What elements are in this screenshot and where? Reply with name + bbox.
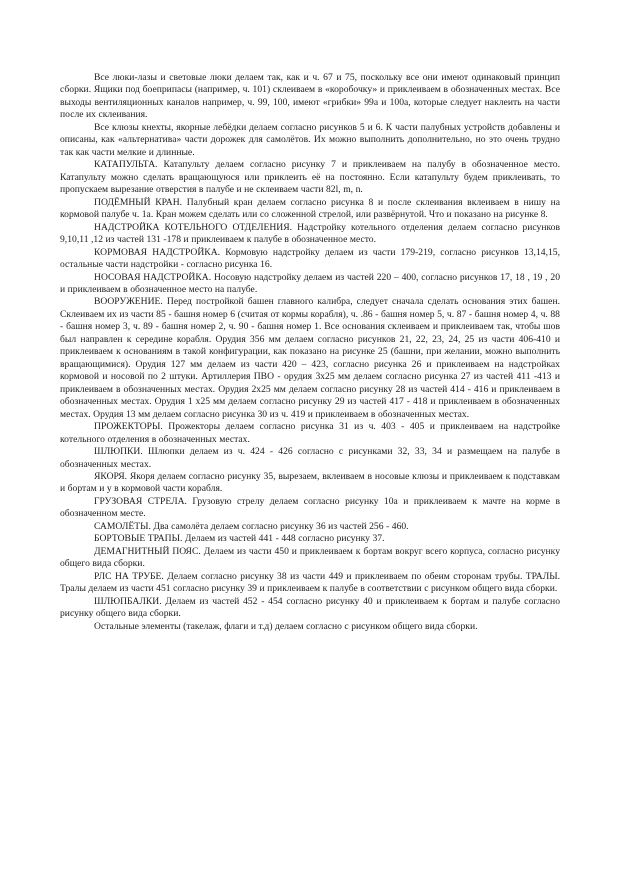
paragraph — [60, 159, 560, 196]
paragraph-text: Якоря делаем согласно рисунку 35, вырезаем, вклеиваем в носовые клюзы и приклеиваем к подставкам и бортам и у в кормовой части корабля. — [60, 471, 560, 495]
paragraph — [60, 72, 560, 122]
paragraph-lead-in: КОРМОВАЯ НАДСТРОЙКА. — [94, 246, 221, 258]
paragraph — [60, 533, 560, 545]
paragraph — [60, 247, 560, 272]
paragraph — [60, 222, 560, 247]
paragraph-lead-in: РЛС НА ТРУБЕ. — [94, 570, 164, 582]
paragraph-lead-in: ЯКОРЯ. — [94, 471, 128, 482]
paragraph-text: Делаем из части 450 и приклеиваем к бортам вокруг всего корпуса, согласно рисунку общего вида сборки. — [60, 545, 560, 570]
paragraph-text: Все люки-лазы и световые люки делаем так, как и ч. 67 и 75, поскольку все они имеют одинаковый принцип сборки. Ящики под боеприпасы (например, ч. 101) склеиваем в «коробочку» и приклеиваем в обозначенных местах. Все выходы вентиляционных каналов например, ч. 99, 100, имеют «грибки» 99а и 100а, которые следует наклеить на части после их склеивания. — [60, 72, 560, 121]
paragraph-text: Два самолёта делаем согласно рисунку 36 из частей 256 - 460. — [150, 520, 409, 532]
paragraph-lead-in: НОСОВАЯ НАДСТРОЙКА. — [94, 271, 212, 283]
paragraph-lead-in: ШЛЮПБАЛКИ. — [94, 595, 162, 607]
paragraph-lead-in: ПОДЁМНЫЙ КРАН. — [94, 196, 183, 208]
paragraph — [60, 272, 560, 297]
paragraph-text: Делаем из частей 441 - 448 согласно рисунку 37. — [182, 533, 385, 545]
paragraph — [60, 122, 560, 159]
paragraph — [60, 521, 560, 533]
paragraph-text: Остальные элементы (такелаж, флаги и т.д) делаем согласно с рисунком общего вида сборки. — [94, 620, 478, 632]
paragraph-lead-in: БОРТОВЫЕ ТРАПЫ. — [94, 533, 183, 545]
paragraph-text: Грузовую стрелу делаем согласно рисунку 10а и приклеиваем к мачте на корме в обозначенном месте. — [60, 495, 560, 520]
paragraph-lead-in: ШЛЮПКИ. — [94, 446, 143, 458]
paragraph-text: Палубный кран делаем согласно рисунка 8 и после склеивания вклеиваем в нишу на кормовой палубе ч. 1а. Кран можем сделать или со сложенной стрелой, или развёрнутой. Что и показано на рисунке 8. — [60, 196, 561, 221]
paragraph-text: Носовую надстройку делаем из частей 220 – 400, согласно рисунков 17, 18 , 19 , 20 и приклеиваем в обозначенное место на палубе. — [60, 271, 561, 295]
paragraph-text: Прожекторы делаем согласно рисунка 31 из ч. 403 - 405 и приклеиваем на надстройке котельного отделения в обозначенных местах. — [60, 421, 560, 445]
paragraph-text: Надстройку котельного отделения делаем согласно рисунков 9,10,11 ,12 из частей 131 -178 и приклеиваем к палубе в обозначенное место. — [60, 221, 560, 246]
paragraph-lead-in: НАДСТРОЙКА КОТЕЛЬНОГО ОТДЕЛЕНИЯ. — [94, 221, 293, 233]
paragraph-lead-in: САМОЛЁТЫ. — [94, 520, 151, 532]
paragraph-lead-in: ПРОЖЕКТОРЫ. — [94, 421, 163, 433]
paragraph — [60, 496, 560, 521]
paragraph-text: Перед постройкой башен главного калибра, следует сначала сделать основания этих башен. Склеиваем их из части 85 - башня номер 6 (считая от кормы корабля), ч. .86 - башня номер 5, ч. 87 - башня номер 4, ч. 88 - башня номер 3, ч. 89 - башня номер 2, ч. 90 - башня номер 1. Все основания склеиваем и приклеиваем так, чтобы шов был направлен к середине корабля. Орудия 356 мм делаем согласно рисунков 21, 22, 23, 24, 25 из части 406-410 и приклеиваем к основаниям в такой конфигурации, как показано на рисунке 25 (башни, при желании, можно выполнить вращающимися). Орудия 127 мм делаем из части 420 – 423, согласно рисунка 26 и приклеиваем на надстройках кормовой и носовой по 2 штуки. Артиллерия ПВО - орудия 3х25 мм делаем согласно рисунка 27 из частей 411 -413 и приклеиваем в обозначенных местах. Орудия 2х25 мм делаем согласно рисунку 28 из частей 414 - 416 и приклеиваем в обозначенных местах. Орудия 1 х25 мм делаем согласно рисунку 29 из частей 417 - 418 и приклеиваем в обозначенных местах. Орудия 13 мм делаем согласно рисунка 30 из ч. 419 и приклеиваем в обозначенных местах. — [60, 296, 560, 420]
paragraph-text: Все клюзы кнехты, якорные лебёдки делаем согласно рисунков 5 и 6. К части палубных устройств добавлены и описаны, как «альтернатива» части дорожек для самолётов. Их можно выполнить дополнительно, но это очень трудно так как части мелкие и длинные. — [60, 121, 560, 158]
paragraph — [60, 621, 560, 633]
paragraph-lead-in: ВООРУЖЕНИЕ. — [94, 296, 163, 308]
paragraph-text: Делаем из частей 452 - 454 согласно рисунку 40 и приклеиваем к бортам и палубе согласно рисунку общего вида сборки. — [60, 595, 560, 620]
paragraph — [60, 596, 560, 621]
paragraph-lead-in: ДЕМАГНИТНЫЙ ПОЯС. — [94, 545, 201, 557]
paragraph — [60, 421, 560, 446]
paragraph — [60, 571, 560, 596]
paragraph-text: Катапульту делаем согласно рисунку 7 и приклеиваем на палубу в обозначенное место. Катапульту можно сделать вращающуюся или приклеить её на постоянно. Если катапульту будем приклеивать, то пропускаем вырезание отверстия в палубе и не склеиваем части 82l, m, n. — [60, 159, 560, 196]
paragraph-text: Кормовую надстройку делаем из части 179-219, согласно рисунков 13,14,15, остальные части надстройки - согласно рисунка 16. — [60, 246, 560, 271]
paragraph-text: Делаем согласно рисунку 38 из части 449 и приклеиваем по обеим сторонам трубы. ТРАЛЫ. Тралы делаем из части 451 согласно рисунку 39 и приклеиваем к палубе в соответствии с рисунком общего вида сборки. — [60, 570, 560, 595]
paragraph-lead-in: ГРУЗОВАЯ СТРЕЛА. — [94, 495, 187, 507]
paragraph — [60, 546, 560, 571]
paragraph-text: Шлюпки делаем из ч. 424 - 426 согласно с рисунками 32, 33, 34 и размещаем на палубе в обозначенных местах. — [60, 446, 560, 470]
paragraph — [60, 296, 560, 421]
paragraph — [60, 471, 560, 496]
paragraph — [60, 197, 560, 222]
document-text-column — [60, 72, 560, 633]
paragraph-lead-in: КАТАПУЛЬТА. — [94, 159, 158, 171]
paragraph — [60, 446, 560, 471]
